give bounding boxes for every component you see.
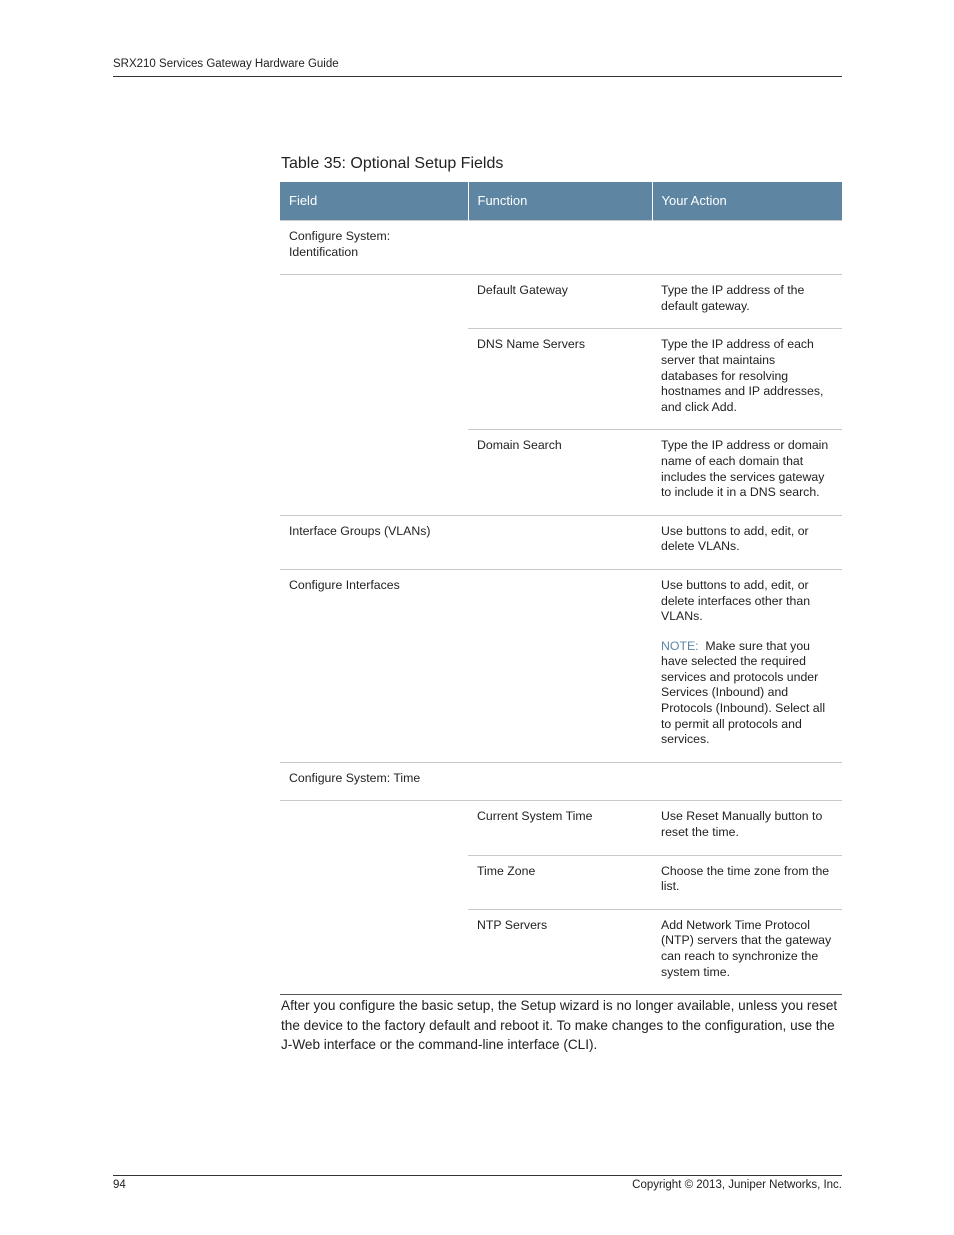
action-cell: Use buttons to add, edit, or delete VLANs. bbox=[652, 515, 842, 569]
field-cell bbox=[280, 801, 468, 855]
table-row bbox=[280, 221, 842, 275]
table-row bbox=[280, 430, 842, 515]
table-row bbox=[280, 909, 842, 994]
field-cell bbox=[280, 855, 468, 909]
body-paragraph: After you configure the basic setup, the Setup wizard is no longer available, unless you reset the device to the factory default and reboot it. To make changes to the configuration, use the J-Web interface or the command-line interface (CLI). bbox=[281, 998, 838, 1053]
table-row bbox=[280, 329, 842, 430]
table-row bbox=[280, 569, 842, 762]
function-cell: DNS Name Servers bbox=[468, 329, 652, 430]
note-label: NOTE: bbox=[661, 638, 699, 653]
table-row bbox=[280, 855, 842, 909]
field-cell: Configure System: Time bbox=[280, 762, 468, 801]
function-cell bbox=[468, 569, 652, 762]
table-row bbox=[280, 801, 842, 855]
action-cell: Choose the time zone from the list. bbox=[652, 855, 842, 909]
function-cell: Default Gateway bbox=[468, 275, 652, 329]
optional-setup-fields-table bbox=[280, 182, 842, 995]
page-number: 94 bbox=[113, 1179, 126, 1191]
table-header-row bbox=[280, 182, 842, 221]
function-cell: Domain Search bbox=[468, 430, 652, 515]
field-cell: Interface Groups (VLANs) bbox=[280, 515, 468, 569]
field-cell bbox=[280, 275, 468, 329]
action-cell: Add Network Time Protocol (NTP) servers that the gateway can reach to synchronize the system time. bbox=[652, 909, 842, 994]
table-title: Table 35: Optional Setup Fields bbox=[281, 155, 504, 172]
action-cell: Type the IP address of each server that maintains databases for resolving hostnames and IP addresses, and click Add. bbox=[652, 329, 842, 430]
action-cell bbox=[652, 221, 842, 275]
field-cell bbox=[280, 430, 468, 515]
footer-rule bbox=[113, 1175, 842, 1176]
function-cell: Current System Time bbox=[468, 801, 652, 855]
action-cell: Type the IP address or domain name of each domain that includes the services gateway to include it in a DNS search. bbox=[652, 430, 842, 515]
field-cell bbox=[280, 329, 468, 430]
header-rule bbox=[113, 76, 842, 77]
column-header-field: Field bbox=[280, 182, 468, 221]
column-header-your-action: Your Action bbox=[652, 182, 842, 221]
action-text: Use buttons to add, edit, or delete interfaces other than VLANs. bbox=[661, 577, 811, 624]
action-cell: Use Reset Manually button to reset the time. bbox=[652, 801, 842, 855]
function-cell bbox=[468, 515, 652, 569]
field-cell bbox=[280, 909, 468, 994]
column-header-function: Function bbox=[468, 182, 652, 221]
action-cell: Type the IP address of the default gateway. bbox=[652, 275, 842, 329]
copyright-notice: Copyright © 2013, Juniper Networks, Inc. bbox=[632, 1179, 842, 1191]
field-cell: Configure Interfaces bbox=[280, 569, 468, 762]
table-row bbox=[280, 762, 842, 801]
function-cell bbox=[468, 762, 652, 801]
running-header: SRX210 Services Gateway Hardware Guide bbox=[113, 58, 339, 70]
action-cell bbox=[652, 569, 842, 762]
function-cell bbox=[468, 221, 652, 275]
field-cell: Configure System: Identification bbox=[280, 221, 468, 275]
action-cell bbox=[652, 762, 842, 801]
function-cell: NTP Servers bbox=[468, 909, 652, 994]
table-row bbox=[280, 275, 842, 329]
table-row bbox=[280, 515, 842, 569]
note-text: Make sure that you have selected the required services and protocols under Services (Inbound) and Protocols (Inbound). Select all to permit all protocols and services. bbox=[661, 638, 826, 747]
function-cell: Time Zone bbox=[468, 855, 652, 909]
note bbox=[661, 639, 834, 748]
